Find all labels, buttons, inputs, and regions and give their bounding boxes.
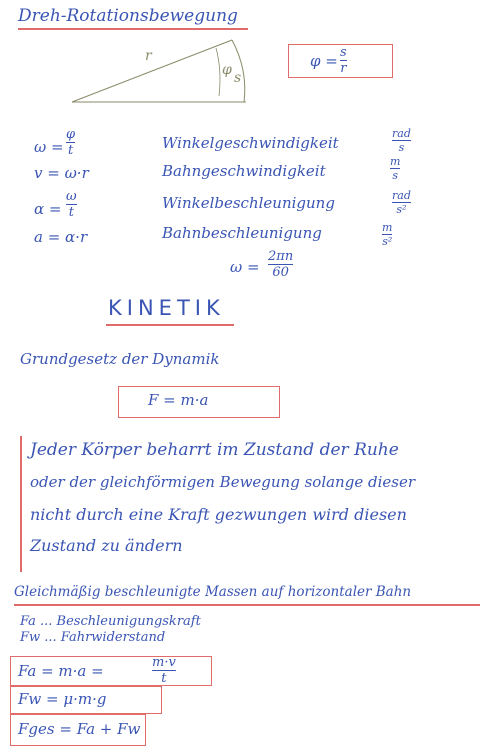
row3-name: Winkelbeschleunigung	[162, 194, 335, 212]
omega-num: 2πn	[268, 249, 294, 264]
row3-unit	[392, 190, 411, 215]
row4-formula: a = α·r	[34, 228, 88, 246]
row4-unit-num: m	[382, 221, 393, 234]
row1-unit	[392, 128, 411, 153]
section-underline	[14, 604, 480, 606]
fges-formula: Fges = Fa + Fw	[18, 720, 141, 738]
row2-unit-num: m	[390, 155, 401, 168]
law-line-2: oder der gleichförmigen Bewegung solange dieser	[30, 473, 415, 491]
row4-name: Bahnbeschleunigung	[162, 224, 322, 242]
row4-unit-den: s²	[382, 235, 393, 248]
phi-den: r	[340, 61, 347, 76]
newton-formula: F = m·a	[148, 391, 209, 409]
law-line-3: nicht durch eine Kraft gezwungen wird diesen	[30, 505, 407, 524]
fa-formula-lhs: Fa = m·a =	[18, 662, 104, 680]
row3-den: t	[68, 205, 74, 220]
row3-formula-lhs: α =	[34, 200, 62, 218]
radius-line-top	[72, 40, 232, 102]
row1-formula-fraction	[66, 128, 75, 157]
fa-num: m·v	[152, 655, 176, 670]
row2-formula: v = ω·r	[34, 164, 89, 182]
law-line-1: Jeder Körper beharrt im Zustand der Ruhe	[30, 440, 399, 460]
label-r: r	[145, 48, 152, 64]
row1-unit-den: s	[398, 141, 405, 154]
phi-num: s	[340, 45, 347, 60]
omega-formula-lhs: ω =	[230, 258, 260, 276]
definition-fa: Fa ... Beschleunigungskraft	[20, 614, 201, 629]
row2-unit-den: s	[392, 169, 399, 182]
row1-den: t	[67, 143, 74, 158]
kinetik-heading: KINETIK	[108, 296, 225, 320]
row3-num: ω	[66, 189, 77, 204]
grundgesetz-label: Grundgesetz der Dynamik	[20, 350, 220, 368]
fa-den: t	[161, 671, 167, 686]
label-s: s	[234, 70, 242, 86]
row4-unit	[382, 222, 392, 247]
phi-formula-lhs: φ =	[310, 52, 338, 70]
label-phi: φ	[222, 62, 232, 78]
page-title: Dreh-Rotationsbewegung	[18, 6, 238, 26]
row2-unit	[390, 156, 400, 181]
kinetik-underline	[106, 324, 234, 326]
angle-arc	[216, 48, 220, 96]
row1-name: Winkelgeschwindigkeit	[162, 134, 339, 152]
row3-unit-den: s²	[396, 203, 407, 216]
row1-num: φ	[66, 127, 76, 142]
phi-formula-fraction	[340, 46, 347, 75]
section-title: Gleichmäßig beschleunigte Massen auf horizontaler Bahn	[14, 584, 412, 600]
omega-den: 60	[272, 265, 289, 280]
law-margin-line	[20, 436, 22, 572]
row3-formula-fraction	[66, 190, 77, 219]
row2-name: Bahngeschwindigkeit	[162, 162, 326, 180]
row3-unit-num: rad	[392, 189, 411, 202]
fw-formula: Fw = μ·m·g	[18, 690, 107, 708]
rotation-diagram	[0, 28, 489, 138]
fa-formula-fraction	[152, 656, 176, 685]
row1-formula-lhs: ω =	[34, 138, 64, 156]
definition-fw: Fw ... Fahrwiderstand	[20, 630, 166, 645]
omega-formula-fraction	[268, 250, 293, 279]
row1-unit-num: rad	[392, 127, 411, 140]
law-line-4: Zustand zu ändern	[30, 536, 183, 555]
